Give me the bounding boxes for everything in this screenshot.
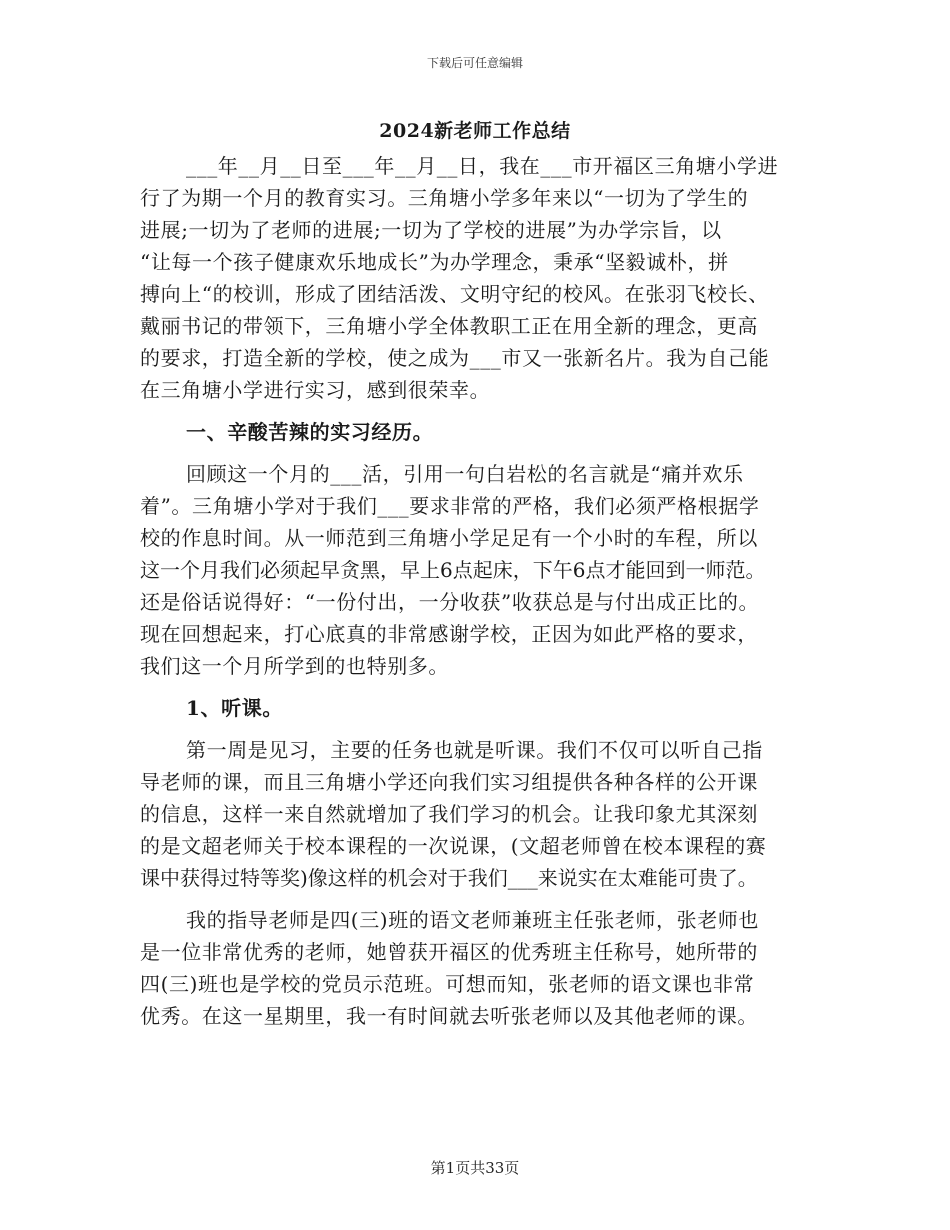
text-line: ___年__月__日至___年__月__日，我在___市开福区三角塘小学进 [186,154,779,178]
text-line: 我们这一个月所学到的也特别多。 [140,654,449,678]
paragraph [140,734,815,894]
text-line: 行了为期一个月的教育实习。三角塘小学多年来以“一切为了学生的 [140,186,749,210]
text-line: 着”。三角塘小学对于我们___要求非常的严格，我们必须严格根据学 [140,494,760,518]
text-line: 导老师的课，而且三角塘小学还向我们实习组提供各种各样的公开课 [140,770,758,794]
paragraph [140,458,815,682]
text-line: 我的指导老师是四(三)班的语文老师兼班主任张老师，张老师也 [186,908,760,932]
text-line: 课中获得过特等奖)像这样的机会对于我们___来说实在太难能可贵了。 [140,866,758,890]
text-line: 第一周是见习，主要的任务也就是听课。我们不仅可以听自己指 [186,738,763,762]
text-line: 戴丽书记的带领下，三角塘小学全体教职工正在用全新的理念，更高 [140,314,758,338]
text-line: “让每一个孩子健康欢乐地成长”为办学理念，秉承“坚毅诚朴，拼 [140,250,729,274]
text-line: 校的作息时间。从一师范到三角塘小学足足有一个小时的车程，所以 [140,526,758,550]
text-line: 的要求，打造全新的学校，使之成为___市又一张新名片。我为自己能 [140,346,770,370]
text-line: 进展;一切为了老师的进展;一切为了学校的进展”为办学宗旨，以 [140,218,722,242]
text-line: 现在回想起来，打心底真的非常感谢学校，正因为如此严格的要求， [140,622,758,646]
subsection-heading: 1、听课。 [186,696,283,720]
text-line: 的信息，这样一来自然就增加了我们学习的机会。让我印象尤其深刻 [140,802,758,826]
text-line: 这一个月我们必须起早贪黑，早上6点起床，下午6点才能回到一师范。 [140,558,766,582]
paragraph [140,904,815,1032]
text-line: 优秀。在这一星期里，我一有时间就去听张老师以及其他老师的课。 [140,1004,758,1028]
document-title: 2024新老师工作总结 [379,120,571,142]
page-footer: 第1页共33页 [430,1159,520,1177]
section-heading: 一、辛酸苦辣的实习经历。 [186,420,434,444]
text-line: 在三角塘小学进行实习，感到很荣幸。 [140,378,491,402]
text-line: 回顾这一个月的___活，引用一句白岩松的名言就是“痛并欢乐 [186,462,744,486]
paragraph [140,150,815,406]
text-line: 还是俗话说得好：“一份付出，一分收获”收获总是与付出成正比的。 [140,590,760,614]
text-line: 搏向上“的校训，形成了团结活泼、文明守纪的校风。在张羽飞校长、 [140,282,769,306]
document-body [140,150,815,1032]
text-line: 的是文超老师关于校本课程的一次说课，(文超老师曾在校本课程的赛 [140,834,767,858]
text-line: 是一位非常优秀的老师，她曾获开福区的优秀班主任称号，她所带的 [140,940,758,964]
header-note: 下载后可任意编辑 [426,56,523,70]
text-line: 四(三)班也是学校的党员示范班。可想而知，张老师的语文课也非常 [140,972,755,996]
